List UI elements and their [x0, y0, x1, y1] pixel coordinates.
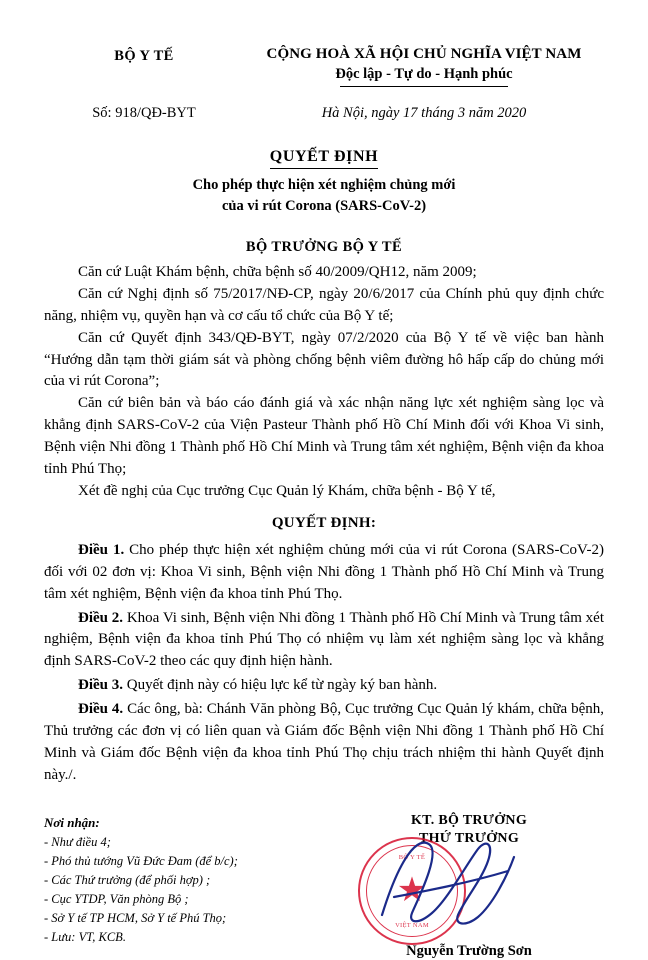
- article-text: Cho phép thực hiện xét nghiệm chủng mới của vi rút Corona (SARS-CoV-2) đối với 02 đơn vị: Khoa Vi sinh, Bệnh viện Nhi đồng 1 Thành phố Hồ Chí Minh và Trung tâm xét nghiệm, Bệnh viện đa khoa tỉnh Phú Thọ.: [44, 541, 605, 602]
- issuing-organization: [44, 46, 244, 65]
- issuer-heading: BỘ TRƯỞNG BỘ Y TẾ: [245, 239, 403, 256]
- recipient-item: - Như điều 4;: [44, 835, 111, 850]
- recipients-block: [44, 813, 334, 960]
- place-and-date: Hà Nội, ngày 17 tháng 3 năm 2020: [321, 105, 527, 121]
- seal-bottom-text: VIỆT NAM: [395, 921, 429, 929]
- article-text: Các ông, bà: Chánh Văn phòng Bộ, Cục trưởng Cục Quản lý khám, chữa bệnh, Thủ trưởng các đơn vị có liên quan và Giám đốc Bệnh viện Nhi đồng 1 Thành phố Hồ Chí Minh và Giám đốc Bệnh viện đa khoa tỉnh Phú Thọ chịu trách nhiệm thi hành Quyết định này./.: [44, 701, 605, 783]
- national-heading: [244, 46, 604, 87]
- article-item: [44, 699, 604, 787]
- article-item: [44, 540, 604, 606]
- document-number: Số: 918/QĐ-BYT: [92, 105, 196, 121]
- signer-role-line-2: THỨ TRƯỞNG: [418, 830, 520, 846]
- recipient-item: - Các Thứ trưởng (để phối hợp) ;: [44, 873, 211, 888]
- article-item: [44, 675, 604, 697]
- preamble-paragraph: Xét đề nghị của Cục trưởng Cục Quản lý Khám, chữa bệnh - Bộ Y tế,: [78, 482, 496, 499]
- recipient-item: - Phó thủ tướng Vũ Đức Đam (để b/c);: [44, 854, 238, 869]
- title-subject-line-2: của vi rút Corona (SARS-CoV-2): [221, 198, 427, 215]
- recipients-title: Nơi nhận:: [44, 814, 100, 830]
- article-item: [44, 608, 604, 674]
- recipient-item: - Lưu: VT, KCB.: [44, 930, 126, 945]
- preamble-paragraph: Căn cứ Nghị định số 75/2017/NĐ-CP, ngày 20/6/2017 của Chính phủ quy định chức năng, nhiệm vụ, quyền hạn và cơ cấu tổ chức của Bộ Y tế;: [44, 285, 604, 324]
- official-seal-icon: [358, 837, 466, 945]
- organization-name: BỘ Y TẾ: [114, 48, 174, 64]
- title-block: [44, 148, 604, 217]
- article-label: Điều 3.: [78, 677, 123, 694]
- preamble-paragraph: Căn cứ Quyết định 343/QĐ-BYT, ngày 07/2/2020 của Bộ Y tế về việc ban hành “Hướng dẫn tạm thời giám sát và phòng chống bệnh viêm đường hô hấp cấp do chủng mới của vi rút Corona”;: [44, 329, 604, 390]
- motto-underline: [340, 86, 508, 87]
- recipient-item: - Cục YTDP, Văn phòng Bộ ;: [44, 892, 189, 907]
- seal-top-text: BỘ Y TẾ: [398, 853, 426, 861]
- number-date-row: [44, 105, 604, 122]
- star-icon: ★: [396, 871, 428, 909]
- preamble-block: [44, 262, 604, 503]
- article-text: Quyết định này có hiệu lực kể từ ngày ký ban hành.: [123, 677, 438, 694]
- signer-name: Nguyễn Trường Sơn: [406, 942, 532, 959]
- nation-name: CỘNG HOÀ XÃ HỘI CHỦ NGHĨA VIỆT NAM: [266, 46, 582, 62]
- title-subject-line-1: Cho phép thực hiện xét nghiệm chủng mới: [192, 177, 456, 193]
- recipient-item: - Sở Y tế TP HCM, Sở Y tế Phú Thọ;: [44, 911, 227, 926]
- article-label: Điều 1.: [78, 541, 125, 558]
- article-label: Điều 4.: [78, 701, 124, 718]
- signature-block: [334, 813, 604, 960]
- articles-block: [44, 540, 604, 787]
- recipients-list: [44, 833, 334, 947]
- article-text: Khoa Vi sinh, Bệnh viện Nhi đồng 1 Thành phố Hồ Chí Minh và Trung tâm xét nghiệm, Bệnh viện đa khoa tỉnh Phú Thọ có nhiệm vụ làm xét nghiệm sàng lọc và khẳng định SARS-CoV-2 theo các quy định hiện hành.: [44, 609, 604, 670]
- decides-heading: QUYẾT ĐỊNH:: [271, 514, 377, 531]
- national-motto: Độc lập - Tự do - Hạnh phúc: [335, 66, 513, 82]
- signer-role-line-1: KT. BỘ TRƯỞNG: [410, 812, 528, 828]
- page-title: QUYẾT ĐỊNH: [269, 148, 379, 165]
- article-label: Điều 2.: [78, 609, 124, 626]
- document-header: [44, 46, 604, 87]
- preamble-paragraph: Căn cứ Luật Khám bệnh, chữa bệnh số 40/2009/QH12, năm 2009;: [78, 264, 477, 281]
- preamble-paragraph: Căn cứ biên bản và báo cáo đánh giá và xác nhận năng lực xét nghiệm sàng lọc và khẳng định SARS-CoV-2 của Viện Pasteur Thành phố Hồ Chí Minh đối với Khoa Vi sinh, Bệnh viện Nhi đồng 1 Thành phố Hồ Chí Minh và Trung tâm xét nghiệm, Bệnh viện đa khoa tỉnh Phú Thọ;: [44, 395, 604, 478]
- title-underline: [270, 168, 378, 169]
- signature-area: [44, 813, 604, 960]
